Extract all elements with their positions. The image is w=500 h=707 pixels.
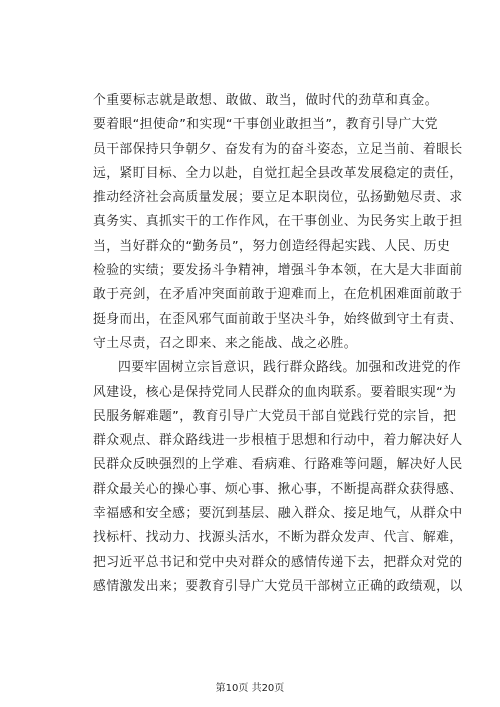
text-line: 群众最关心的操心事、烦心事、揪心事，不断提高群众获得感、: [93, 481, 463, 497]
text-line: 幸福感和安全感；要沉到基层、融入群众、接足地气，从群众中: [93, 506, 463, 522]
page-footer: [0, 682, 500, 696]
text-line: 感情激发出来；要教育引导广大党员干部树立正确的政绩观，以: [93, 578, 463, 594]
text-line: 要着眼“担使命”和实现“干事创业敢担当”，教育引导广大党: [93, 117, 438, 133]
text-line: 当，当好群众的“勤务员”，努力创造经得起实践、人民、历史: [93, 238, 451, 254]
text-line: 员干部保持只争朝夕、奋发有为的奋斗姿态，立足当前、着眼长: [93, 141, 463, 157]
text-line: 挺身而出，在歪风邪气面前敢于坚决斗争，始终做到守土有责、: [93, 311, 463, 327]
text-line: 守土尽责，召之即来、来之能战、战之必胜。: [93, 335, 357, 351]
text-line: 把习近平总书记和党中央对群众的感情传递下去，把群众对党的: [93, 554, 463, 570]
body-text: [93, 89, 463, 599]
text-line: 找标杆、找动力、找源头活水，不断为群众发声、代言、解难，: [93, 530, 463, 546]
text-line: 风建设，核心是保持党同人民群众的血肉联系。要着眼实现“为: [93, 384, 457, 400]
text-line: 民群众反映强烈的上学难、看病难、行路难等问题，解决好人民: [93, 457, 463, 473]
text-line: 个重要标志就是敢想、敢做、敢当，做时代的劲草和真金。: [93, 93, 438, 108]
text-line: 远，紧盯目标、全力以赴，自觉扛起全县改革发展稳定的责任，: [93, 165, 463, 181]
paragraph-start-line: 四要牢固树立宗旨意识，践行群众路线。加强和改进党的作: [118, 360, 462, 376]
text-line: 检验的实绩；要发扬斗争精神，增强斗争本领，在大是大非面前: [93, 263, 463, 279]
text-line: 推动经济社会高质量发展；要立足本职岗位，弘扬勤勉尽责、求: [93, 190, 463, 206]
text-line: 群众观点、群众路线进一步根植于思想和行动中，着力解决好人: [93, 433, 463, 449]
text-line: 民服务解难题”，教育引导广大党员干部自觉践行党的宗旨，把: [93, 408, 457, 424]
page-number-label: 第10页 共20页: [215, 683, 285, 694]
text-line: 真务实、真抓实干的工作作风，在干事创业、为民务实上敢于担: [93, 214, 463, 230]
text-line: 敢于亮剑，在矛盾冲突面前敢于迎难而上，在危机困难面前敢于: [93, 287, 463, 303]
